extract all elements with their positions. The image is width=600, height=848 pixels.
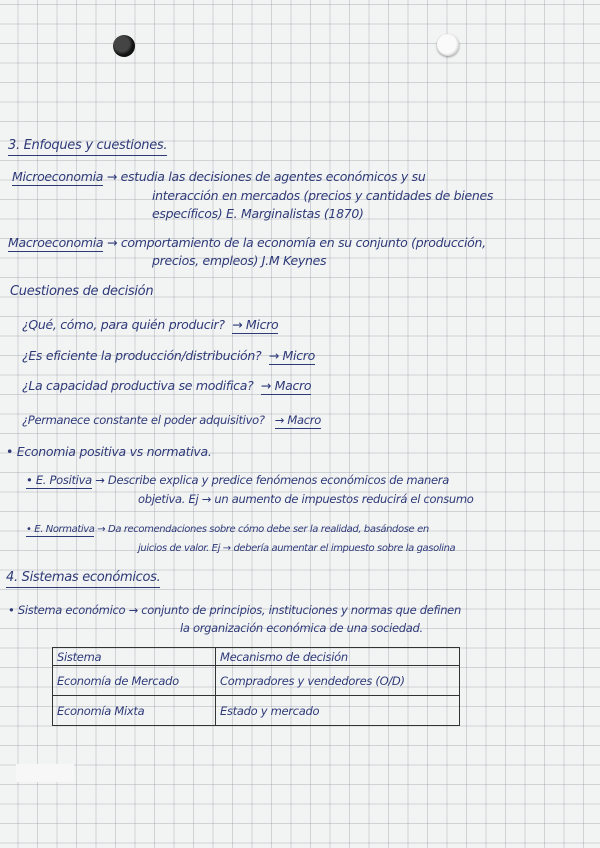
micro-term-label: Microeconomia [12, 169, 104, 184]
table-cell: Economía Mixta [53, 696, 216, 726]
positiva-line-2: objetiva. Ej → un aumento de impuestos reducirá el consumo [138, 492, 474, 506]
macro-line-1: comportamiento de la economía en su conjunto (producción, [120, 235, 486, 250]
arrow-icon: → [106, 169, 117, 184]
question-text: ¿La capacidad productiva se modifica? [22, 378, 254, 393]
sistema-term: • Sistema económico [8, 603, 126, 617]
section-4-heading: 4. Sistemas económicos. [6, 570, 160, 588]
table-cell: Estado y mercado [216, 696, 460, 726]
question-answer: → Micro [268, 348, 315, 363]
question-text: ¿Qué, cómo, para quién producir? [22, 317, 225, 332]
paper-smudge [16, 764, 74, 782]
question-item [22, 378, 311, 394]
question-answer: → Micro [232, 317, 279, 332]
question-text: ¿Permanece constante el poder adquisitivo? [22, 413, 265, 427]
positiva-line-1 [26, 472, 449, 488]
binder-hole-left [113, 35, 135, 57]
macro-term-label: Macroeconomia [8, 235, 104, 250]
question-answer: → Macro [260, 378, 312, 393]
sistema-line-1 [8, 602, 461, 618]
normativa-line-1 [26, 522, 429, 538]
question-item [22, 317, 278, 333]
micro-line-2: interacción en mercados (precios y cantidades de bienes [152, 188, 494, 203]
macro-line-2: precios, empleos) J.M Keynes [152, 253, 327, 268]
normativa-text-1: → Da recomendaciones sobre cómo debe ser la realidad, basándose en [97, 524, 429, 535]
binder-hole-right [437, 34, 459, 56]
micro-term [12, 169, 426, 185]
table-cell: Compradores y vendedores (O/D) [216, 666, 460, 696]
question-answer: → Macro [274, 413, 321, 427]
table-header-row [53, 648, 460, 666]
micro-line-1: estudia las decisiones de agentes económicos y su [120, 169, 426, 184]
table-header-mecanismo: Mecanismo de decisión [216, 648, 460, 666]
table-row [53, 696, 460, 726]
question-item [22, 412, 321, 428]
table-header-sistema: Sistema [53, 648, 216, 666]
sistema-text-1: → conjunto de principios, instituciones y normas que definen [128, 603, 461, 617]
macro-term [8, 235, 486, 251]
positiva-text-1: → Describe explica y predice fenómenos económicos de manera [95, 473, 449, 487]
sistema-line-2: la organización económica de una sociedad. [180, 621, 423, 635]
systems-table [52, 647, 460, 726]
table-row [53, 666, 460, 696]
question-text: ¿Es eficiente la producción/distribución? [22, 348, 262, 363]
micro-line-3: específicos) E. Marginalistas (1870) [152, 206, 364, 221]
normativa-term: • E. Normativa [26, 524, 95, 535]
positive-vs-normative-title: • Economia positiva vs normativa. [6, 444, 212, 459]
table-cell: Economía de Mercado [53, 666, 216, 696]
questions-title: Cuestiones de decisión [10, 284, 154, 299]
section-3-heading: 3. Enfoques y cuestiones. [8, 138, 167, 156]
positiva-term: • E. Positiva [26, 473, 92, 487]
arrow-icon: → [106, 235, 118, 250]
question-item [22, 348, 315, 364]
normativa-line-2: juicios de valor. Ej → debería aumentar el impuesto sobre la gasolina [138, 543, 456, 554]
